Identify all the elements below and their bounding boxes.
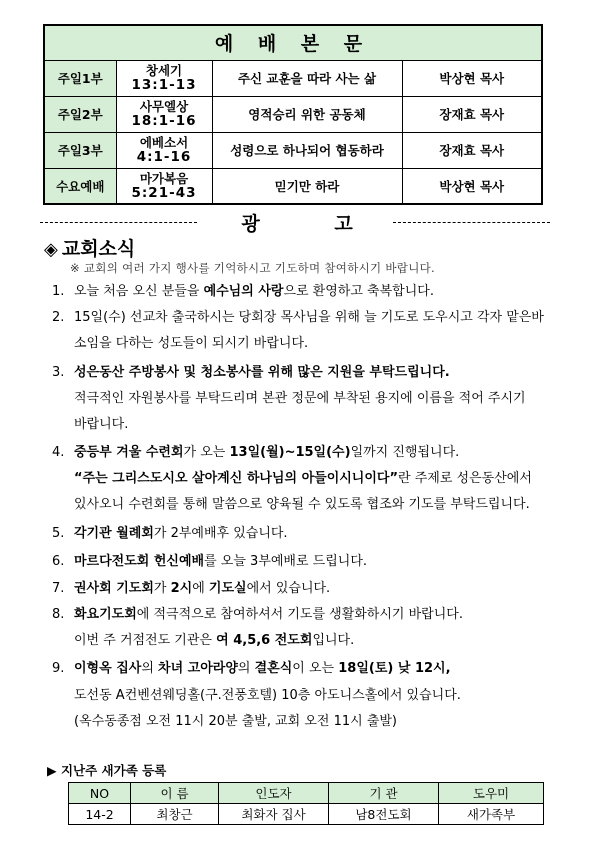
sermon-title: 성령으로 하나되어 협동하라 (212, 132, 402, 168)
worship-title: 예 배 본 문 (44, 25, 542, 60)
section-title: ◈ 교회소식 (44, 238, 136, 260)
column-header: 인도자 (219, 783, 329, 804)
list-item: 5. 각기관 월례회가 2부예배후 있습니다. (52, 526, 288, 541)
preacher: 장재효 목사 (402, 96, 542, 132)
sermon-title: 주신 교훈을 따라 사는 삶 (212, 60, 402, 96)
list-item: 6. 마르다전도회 헌신예배를 오늘 3부예배로 드립니다. (52, 554, 368, 569)
table-row (44, 96, 542, 132)
divider (393, 222, 550, 223)
registration-table (68, 782, 544, 825)
service-name: 주일1부 (44, 60, 116, 96)
list-item: 3. 성은동산 주방봉사 및 청소봉사를 위해 많은 지원을 부탁드립니다. (52, 365, 450, 380)
scripture: 마가복음 5:21-43 (116, 168, 212, 204)
column-header: 이 름 (131, 783, 219, 804)
service-name: 주일2부 (44, 96, 116, 132)
list-item-continuation: 소임을 다하는 성도들이 되시기 바랍니다. (74, 336, 309, 351)
table-row (44, 132, 542, 168)
preacher: 장재효 목사 (402, 132, 542, 168)
ad-header (40, 210, 550, 234)
list-item: 9. 이형옥 집사의 차녀 고아라양의 결혼식이 오는 18일(토) 낮 12시, (52, 661, 451, 676)
table-cell: 14-2 (69, 804, 131, 825)
ad-title: 광 고 (241, 212, 387, 235)
list-item-continuation: 이번 주 거점전도 기관은 여 4,5,6 전도회입니다. (74, 633, 355, 648)
table-row (44, 168, 542, 204)
sermon-title: 영적승리 위한 공동체 (212, 96, 402, 132)
table-row (69, 804, 544, 825)
list-item: 8. 화요기도회에 적극적으로 참여하셔서 기도를 생활화하시기 바랍니다. (52, 607, 463, 622)
table-row (44, 60, 542, 96)
column-header: NO (69, 783, 131, 804)
preacher: 박상현 목사 (402, 60, 542, 96)
registration-title: ▶ 지난주 새가족 등록 (47, 763, 167, 778)
service-name: 주일3부 (44, 132, 116, 168)
worship-table (43, 24, 543, 205)
section-note: ※ 교회의 여러 가지 행사를 기억하시고 기도하며 참여하시기 바랍니다. (70, 261, 435, 275)
table-cell: 최창근 (131, 804, 219, 825)
list-item-continuation: 도선동 A컨벤션웨딩홀(구.전풍호텔) 10층 아도니스홀에서 있습니다. (74, 688, 461, 703)
list-item-continuation: “주는 그리스도시오 살아계신 하나님의 아들이시니이다”란 주제로 성은동산에서 (74, 471, 532, 486)
table-cell: 새가족부 (439, 804, 544, 825)
table-header-row (69, 783, 544, 804)
divider (40, 222, 197, 223)
list-item: 1. 오늘 처음 오신 분들을 예수님의 사랑으로 환영하고 축복합니다. (52, 284, 434, 299)
scripture: 에베소서 4:1-16 (116, 132, 212, 168)
sermon-title: 믿기만 하라 (212, 168, 402, 204)
list-item-continuation: 적극적인 자원봉사를 부탁드리며 본관 정문에 부착된 용지에 이름을 적어 주시기 (74, 391, 526, 406)
list-item: 2. 15일(수) 선교차 출국하시는 당회장 목사님을 위해 늘 기도로 도우시고 각자 맡은바 (52, 310, 544, 325)
column-header: 기 관 (329, 783, 439, 804)
list-item-continuation: 있사오니 수련회를 통해 말씀으로 양육될 수 있도록 협조와 기도를 부탁드립니다. (74, 497, 530, 512)
diamond-icon: ◈ (44, 239, 58, 260)
list-item: 4. 중등부 겨울 수련회가 오는 13일(월)~15일(수)일까지 진행됩니다. (52, 445, 460, 460)
list-item-continuation: 바랍니다. (74, 417, 129, 432)
list-item-continuation: (옥수동종점 오전 11시 20분 출발, 교회 오전 11시 출발) (74, 714, 398, 729)
scripture: 사무엘상 18:1-16 (116, 96, 212, 132)
list-item: 7. 권사회 기도회가 2시에 기도실에서 있습니다. (52, 581, 331, 596)
table-cell: 남8전도회 (329, 804, 439, 825)
table-cell: 최화자 집사 (219, 804, 329, 825)
column-header: 도우미 (439, 783, 544, 804)
preacher: 박상현 목사 (402, 168, 542, 204)
scripture: 창세기 13:1-13 (116, 60, 212, 96)
service-name: 수요예배 (44, 168, 116, 204)
